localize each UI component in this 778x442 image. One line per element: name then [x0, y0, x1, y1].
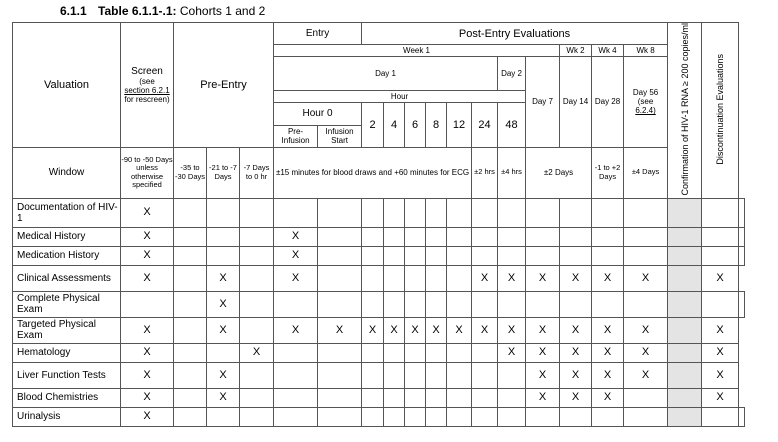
schedule-cell: X — [121, 362, 174, 388]
schedule-cell: X — [240, 343, 274, 362]
schedule-cell — [592, 291, 624, 317]
schedule-cell — [207, 198, 240, 227]
schedule-table — [12, 22, 745, 427]
screen-label: Screen — [131, 65, 163, 77]
hour-24-header: 24 — [472, 102, 498, 147]
schedule-cell: X — [318, 317, 362, 343]
schedule-cell — [472, 388, 498, 407]
schedule-cell — [426, 407, 447, 426]
schedule-cell — [668, 407, 702, 426]
schedule-cell: X — [498, 317, 526, 343]
schedule-cell: X — [121, 388, 174, 407]
window-48h: ±4 hrs — [498, 147, 526, 198]
schedule-cell — [240, 362, 274, 388]
window-day28: -1 to +2 Days — [592, 147, 624, 198]
schedule-cell — [472, 362, 498, 388]
schedule-cell: X — [274, 227, 318, 246]
schedule-cell — [384, 362, 405, 388]
schedule-cell — [472, 198, 498, 227]
schedule-cell — [447, 343, 472, 362]
schedule-cell — [274, 362, 318, 388]
schedule-cell — [624, 388, 668, 407]
schedule-cell: X — [121, 407, 174, 426]
schedule-cell — [426, 246, 447, 265]
schedule-cell — [384, 343, 405, 362]
schedule-cell — [405, 227, 426, 246]
schedule-cell — [426, 388, 447, 407]
schedule-cell — [472, 227, 498, 246]
schedule-cell — [472, 343, 498, 362]
schedule-cell — [560, 407, 592, 426]
schedule-cell — [405, 246, 426, 265]
schedule-cell — [274, 343, 318, 362]
schedule-cell — [702, 227, 739, 246]
table-row — [13, 198, 745, 227]
row-label: Hematology — [13, 343, 121, 362]
schedule-cell — [668, 227, 702, 246]
pre-entry-header: Pre-Entry — [174, 23, 274, 148]
schedule-cell — [240, 246, 274, 265]
post-entry-header: Post-Entry Evaluations — [362, 23, 668, 45]
schedule-cell: X — [274, 265, 318, 291]
schedule-cell — [498, 246, 526, 265]
schedule-cell — [207, 227, 240, 246]
schedule-cell — [592, 227, 624, 246]
schedule-cell: X — [426, 317, 447, 343]
schedule-cell — [405, 198, 426, 227]
schedule-cell — [362, 343, 384, 362]
schedule-cell — [274, 198, 318, 227]
schedule-cell — [240, 227, 274, 246]
table-row — [13, 265, 745, 291]
schedule-cell — [426, 343, 447, 362]
schedule-cell — [174, 227, 207, 246]
table-row — [13, 246, 745, 265]
screen-header — [121, 23, 174, 148]
day1-header: Day 1 — [274, 57, 498, 91]
schedule-cell — [207, 343, 240, 362]
row-label: Targeted Physical Exam — [13, 317, 121, 343]
schedule-cell: X — [526, 362, 560, 388]
window-day56: ±4 Days — [624, 147, 668, 198]
schedule-cell: X — [624, 343, 668, 362]
schedule-cell — [384, 227, 405, 246]
schedule-cell — [405, 388, 426, 407]
schedule-cell — [447, 198, 472, 227]
schedule-cell — [318, 291, 362, 317]
schedule-cell — [472, 407, 498, 426]
schedule-cell — [384, 388, 405, 407]
schedule-cell — [702, 246, 739, 265]
schedule-cell — [624, 246, 668, 265]
day28-header: Day 28 — [592, 57, 624, 148]
schedule-cell — [668, 343, 702, 362]
schedule-cell: X — [405, 317, 426, 343]
schedule-cell — [405, 407, 426, 426]
day2-header: Day 2 — [498, 57, 526, 91]
schedule-cell — [739, 246, 745, 265]
window-pre-entry-3: -7 Days to 0 hr — [240, 147, 274, 198]
schedule-cell — [668, 291, 702, 317]
schedule-cell — [624, 407, 668, 426]
row-label: Liver Function Tests — [13, 362, 121, 388]
schedule-cell: X — [624, 265, 668, 291]
schedule-cell: X — [526, 343, 560, 362]
table-row — [13, 407, 745, 426]
schedule-of-evaluations — [12, 22, 745, 423]
schedule-cell — [121, 291, 174, 317]
day7-header: Day 7 — [526, 57, 560, 148]
schedule-cell — [739, 227, 745, 246]
schedule-cell — [526, 227, 560, 246]
schedule-cell — [447, 246, 472, 265]
window-pre-entry-2: -21 to -7 Days — [207, 147, 240, 198]
schedule-cell — [498, 362, 526, 388]
hour-12-header: 12 — [447, 102, 472, 147]
schedule-cell — [362, 198, 384, 227]
schedule-cell: X — [121, 343, 174, 362]
schedule-cell — [362, 407, 384, 426]
schedule-cell: X — [592, 343, 624, 362]
discontinuation-header: Discontinuation Evaluations — [702, 23, 739, 199]
schedule-cell — [472, 291, 498, 317]
schedule-cell — [447, 227, 472, 246]
hour-2-header: 2 — [362, 102, 384, 147]
schedule-cell — [362, 388, 384, 407]
schedule-cell: X — [560, 317, 592, 343]
table-row — [13, 388, 745, 407]
schedule-cell — [498, 227, 526, 246]
schedule-cell — [702, 198, 739, 227]
schedule-cell — [174, 291, 207, 317]
section-number: 6.1.1 — [60, 4, 87, 18]
schedule-cell — [384, 246, 405, 265]
schedule-cell — [472, 246, 498, 265]
schedule-cell — [426, 362, 447, 388]
table-row — [13, 362, 745, 388]
schedule-cell — [318, 362, 362, 388]
confirmation-header: Confirmation of HIV-1 RNA ≥ 200 copies/ml — [668, 23, 702, 199]
schedule-cell: X — [121, 227, 174, 246]
schedule-cell: X — [560, 388, 592, 407]
schedule-cell: X — [624, 317, 668, 343]
schedule-cell — [240, 407, 274, 426]
schedule-cell — [405, 362, 426, 388]
schedule-cell — [362, 362, 384, 388]
schedule-cell: X — [121, 198, 174, 227]
schedule-cell — [240, 265, 274, 291]
schedule-cell — [384, 265, 405, 291]
schedule-cell — [174, 317, 207, 343]
row-label: Complete Physical Exam — [13, 291, 121, 317]
schedule-cell — [426, 291, 447, 317]
schedule-cell — [498, 388, 526, 407]
row-label: Medical History — [13, 227, 121, 246]
schedule-cell — [240, 317, 274, 343]
table-label: Table 6.1.1-.1: — [98, 4, 177, 18]
schedule-cell — [668, 317, 702, 343]
schedule-cell — [668, 362, 702, 388]
schedule-cell: X — [560, 265, 592, 291]
window-entry: ±15 minutes for blood draws and +60 minutes for ECG — [274, 147, 472, 198]
schedule-cell — [274, 291, 318, 317]
schedule-cell — [318, 407, 362, 426]
schedule-cell: X — [121, 317, 174, 343]
schedule-cell: X — [592, 388, 624, 407]
schedule-cell — [739, 198, 745, 227]
schedule-cell: X — [207, 265, 240, 291]
schedule-cell — [447, 388, 472, 407]
schedule-cell — [526, 246, 560, 265]
pre-infusion-header: Pre-Infusion — [274, 125, 318, 147]
schedule-cell — [362, 227, 384, 246]
schedule-cell: X — [702, 362, 739, 388]
schedule-cell — [240, 198, 274, 227]
section-link[interactable]: section 6.2.1 — [124, 85, 170, 95]
schedule-cell: X — [560, 362, 592, 388]
schedule-cell — [624, 198, 668, 227]
schedule-cell: X — [702, 317, 739, 343]
row-label: Documentation of HIV-1 — [13, 198, 121, 227]
schedule-cell — [174, 362, 207, 388]
schedule-cell — [668, 265, 702, 291]
schedule-cell: X — [592, 317, 624, 343]
schedule-cell: X — [121, 265, 174, 291]
row-label: Medication History — [13, 246, 121, 265]
schedule-cell — [426, 265, 447, 291]
schedule-cell — [318, 388, 362, 407]
schedule-cell — [526, 198, 560, 227]
hour-48-header: 48 — [498, 102, 526, 147]
schedule-cell — [702, 291, 739, 317]
window-24h: ±2 hrs — [472, 147, 498, 198]
schedule-cell — [668, 198, 702, 227]
schedule-cell — [526, 291, 560, 317]
valuation-header: Valuation — [13, 23, 121, 148]
schedule-cell — [526, 407, 560, 426]
entry-header: Entry — [274, 23, 362, 45]
schedule-cell: X — [384, 317, 405, 343]
schedule-cell — [362, 265, 384, 291]
schedule-cell — [668, 388, 702, 407]
schedule-cell: X — [592, 362, 624, 388]
schedule-cell: X — [702, 388, 739, 407]
schedule-cell — [405, 343, 426, 362]
schedule-cell — [318, 198, 362, 227]
table-caption — [60, 4, 265, 18]
schedule-cell: X — [498, 265, 526, 291]
schedule-cell: X — [526, 265, 560, 291]
schedule-cell — [624, 227, 668, 246]
schedule-cell — [592, 198, 624, 227]
schedule-cell — [384, 291, 405, 317]
schedule-cell — [426, 227, 447, 246]
schedule-cell: X — [526, 317, 560, 343]
schedule-cell — [447, 407, 472, 426]
schedule-cell — [560, 291, 592, 317]
schedule-cell: X — [702, 265, 739, 291]
schedule-cell — [739, 407, 745, 426]
row-label: Urinalysis — [13, 407, 121, 426]
table-row — [13, 227, 745, 246]
row-label: Clinical Assessments — [13, 265, 121, 291]
schedule-cell: X — [560, 343, 592, 362]
hour0-header: Hour 0 — [274, 102, 362, 125]
schedule-cell — [405, 291, 426, 317]
schedule-cell: X — [472, 317, 498, 343]
schedule-cell: X — [207, 362, 240, 388]
schedule-cell — [560, 246, 592, 265]
schedule-cell — [174, 265, 207, 291]
schedule-cell — [560, 198, 592, 227]
schedule-cell — [174, 198, 207, 227]
schedule-cell: X — [121, 246, 174, 265]
hour-6-header: 6 — [405, 102, 426, 147]
schedule-cell — [498, 198, 526, 227]
table-title: Cohorts 1 and 2 — [179, 4, 266, 18]
schedule-cell: X — [526, 388, 560, 407]
screen-note: (see section 6.2.1 for rescreen) — [124, 76, 170, 104]
schedule-cell — [592, 407, 624, 426]
schedule-cell: X — [472, 265, 498, 291]
schedule-cell — [560, 227, 592, 246]
section-link[interactable]: 6.2.4) — [635, 106, 656, 116]
table-row — [13, 317, 745, 343]
schedule-cell — [318, 227, 362, 246]
hour-4-header: 4 — [384, 102, 405, 147]
schedule-cell — [498, 407, 526, 426]
schedule-cell — [207, 246, 240, 265]
schedule-cell: X — [702, 343, 739, 362]
schedule-cell: X — [592, 265, 624, 291]
schedule-cell — [447, 291, 472, 317]
schedule-cell — [426, 198, 447, 227]
schedule-cell: X — [207, 388, 240, 407]
schedule-cell — [174, 246, 207, 265]
schedule-cell — [447, 362, 472, 388]
wk8-header: Wk 8 — [624, 45, 668, 57]
hour-header: Hour — [274, 90, 526, 102]
schedule-cell — [405, 265, 426, 291]
schedule-cell: X — [207, 317, 240, 343]
schedule-cell — [207, 407, 240, 426]
schedule-cell — [174, 388, 207, 407]
schedule-cell — [274, 388, 318, 407]
schedule-cell — [362, 246, 384, 265]
schedule-cell — [240, 388, 274, 407]
wk4-header: Wk 4 — [592, 45, 624, 57]
schedule-cell — [240, 291, 274, 317]
window-label: Window — [13, 147, 121, 198]
schedule-cell — [318, 343, 362, 362]
hour-8-header: 8 — [426, 102, 447, 147]
table-row — [13, 291, 745, 317]
schedule-cell: X — [362, 317, 384, 343]
schedule-cell — [592, 246, 624, 265]
schedule-cell: X — [498, 343, 526, 362]
schedule-cell — [668, 246, 702, 265]
schedule-cell — [384, 198, 405, 227]
window-pre-entry-1: -35 to -30 Days — [174, 147, 207, 198]
week1-header: Week 1 — [274, 45, 560, 57]
schedule-cell — [362, 291, 384, 317]
schedule-cell — [318, 265, 362, 291]
schedule-cell: X — [447, 317, 472, 343]
schedule-cell — [702, 407, 739, 426]
day14-header: Day 14 — [560, 57, 592, 148]
schedule-cell: X — [207, 291, 240, 317]
window-screen: -90 to -50 Days unless otherwise specified — [121, 147, 174, 198]
schedule-cell — [384, 407, 405, 426]
day56-header: Day 56 (see 6.2.4) — [624, 57, 668, 148]
schedule-cell: X — [624, 362, 668, 388]
schedule-cell — [447, 265, 472, 291]
schedule-cell — [174, 407, 207, 426]
schedule-cell — [274, 407, 318, 426]
schedule-cell — [174, 343, 207, 362]
window-day7-14: ±2 Days — [526, 147, 592, 198]
schedule-cell — [498, 291, 526, 317]
wk2-header: Wk 2 — [560, 45, 592, 57]
schedule-cell — [318, 246, 362, 265]
row-label: Blood Chemistries — [13, 388, 121, 407]
schedule-cell: X — [274, 317, 318, 343]
schedule-cell — [739, 291, 745, 317]
schedule-cell: X — [274, 246, 318, 265]
schedule-cell — [624, 291, 668, 317]
table-row — [13, 343, 745, 362]
infusion-start-header: Infusion Start — [318, 125, 362, 147]
